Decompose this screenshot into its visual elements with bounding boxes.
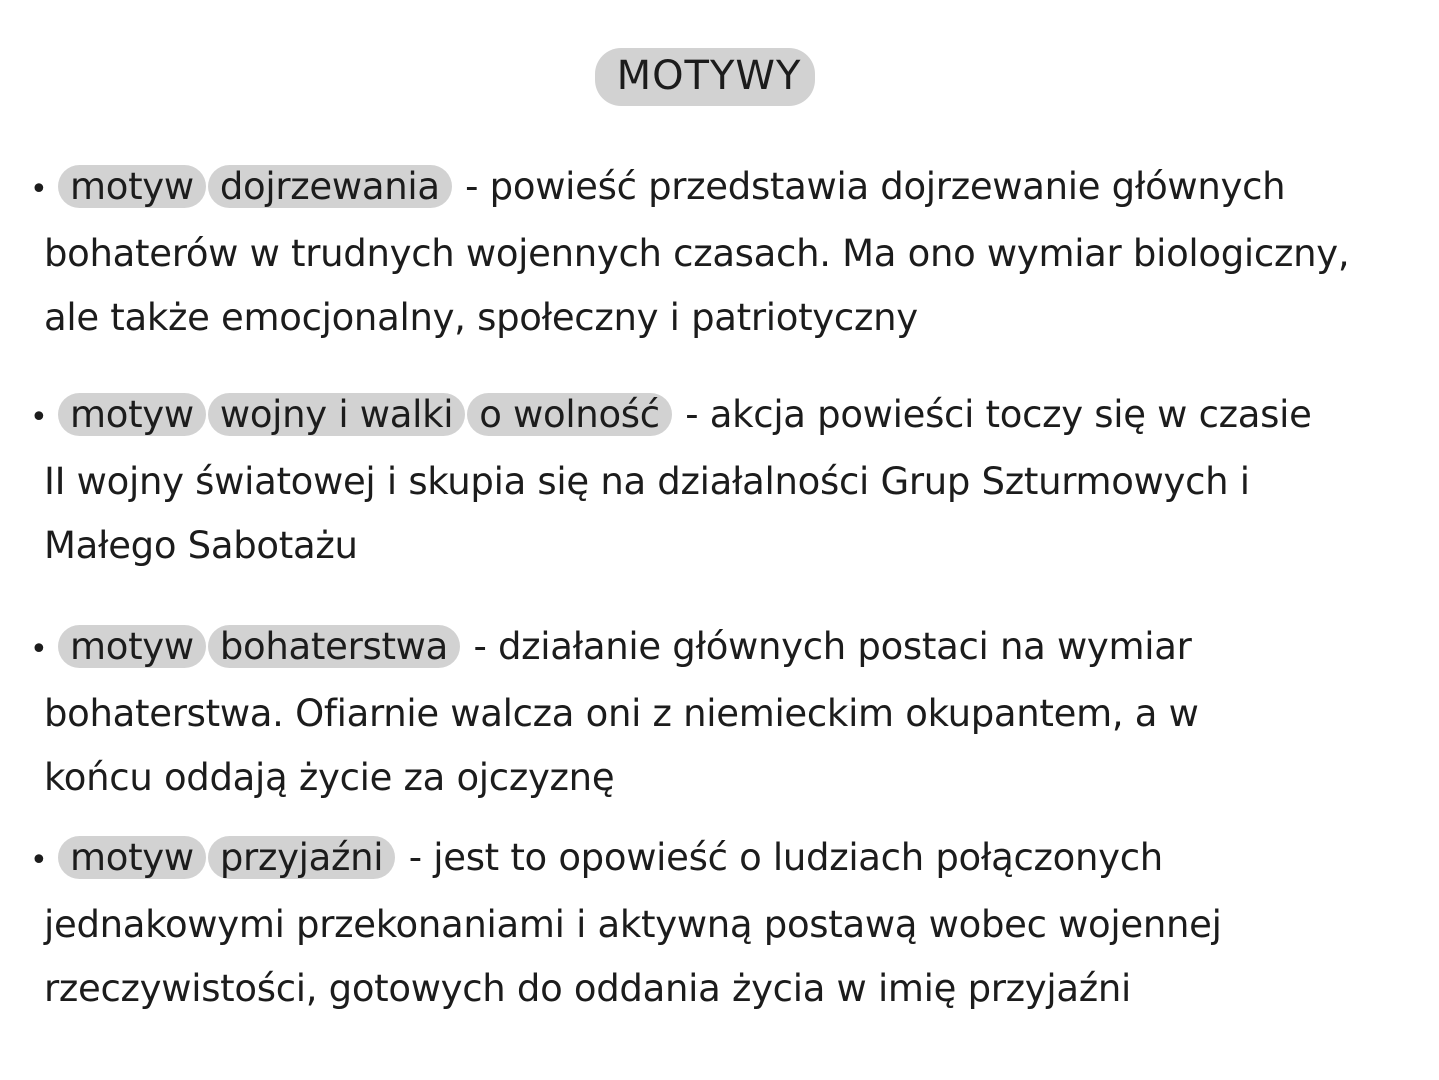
motif-text-line: bohaterów w trudnych wojennych czasach. Ma ono wymiar biologiczny,	[44, 232, 1350, 275]
motif-text-line: rzeczywistości, gotowych do oddania życia w imię przyjaźni	[44, 967, 1132, 1010]
motif-heading-line	[30, 155, 1410, 222]
motif-description: - akcja powieści toczy się w czasie	[673, 393, 1312, 436]
bullet-icon: •	[30, 843, 48, 878]
motif-highlight: motyw	[58, 625, 206, 668]
title-container	[0, 48, 1410, 106]
motif-highlight: motyw	[58, 393, 206, 436]
motif-text-line: II wojny światowej i skupia się na działalności Grup Szturmowych i	[44, 460, 1250, 503]
motif-description: - powieść przedstawia dojrzewanie głównych	[453, 165, 1286, 208]
motif-highlight: bohaterstwa	[208, 625, 460, 668]
motif-highlight: motyw	[58, 165, 206, 208]
motif-heading-line	[30, 826, 1410, 893]
motif-text-line: jednakowymi przekonaniami i aktywną postawą wobec wojennej	[44, 903, 1222, 946]
motif-highlight: dojrzewania	[208, 165, 452, 208]
page-title: MOTYWY	[595, 48, 816, 106]
motif-item-war	[30, 383, 1410, 578]
motif-item-friendship	[30, 826, 1410, 1021]
motif-text-line: bohaterstwa. Ofiarnie walcza oni z niemieckim okupantem, a w	[44, 692, 1199, 735]
bullet-icon: •	[30, 172, 48, 207]
motif-heading-line	[30, 383, 1410, 450]
motif-highlight: o wolność	[467, 393, 672, 436]
motif-heading-line	[30, 615, 1410, 682]
motif-description: - działanie głównych postaci na wymiar	[462, 625, 1192, 668]
motif-highlight: wojny i walki	[208, 393, 465, 436]
motif-text-line: ale także emocjonalny, społeczny i patriotyczny	[44, 296, 918, 339]
motif-item-heroism	[30, 615, 1410, 810]
motif-text-line: Małego Sabotażu	[44, 524, 358, 567]
motif-description: - jest to opowieść o ludziach połączonych	[397, 836, 1163, 879]
bullet-icon: •	[30, 632, 48, 667]
motif-text-line: końcu oddają życie za ojczyznę	[44, 756, 615, 799]
motif-item-maturation	[30, 155, 1410, 350]
bullet-icon: •	[30, 400, 48, 435]
motif-highlight: motyw	[58, 836, 206, 879]
motif-highlight: przyjaźni	[208, 836, 395, 879]
